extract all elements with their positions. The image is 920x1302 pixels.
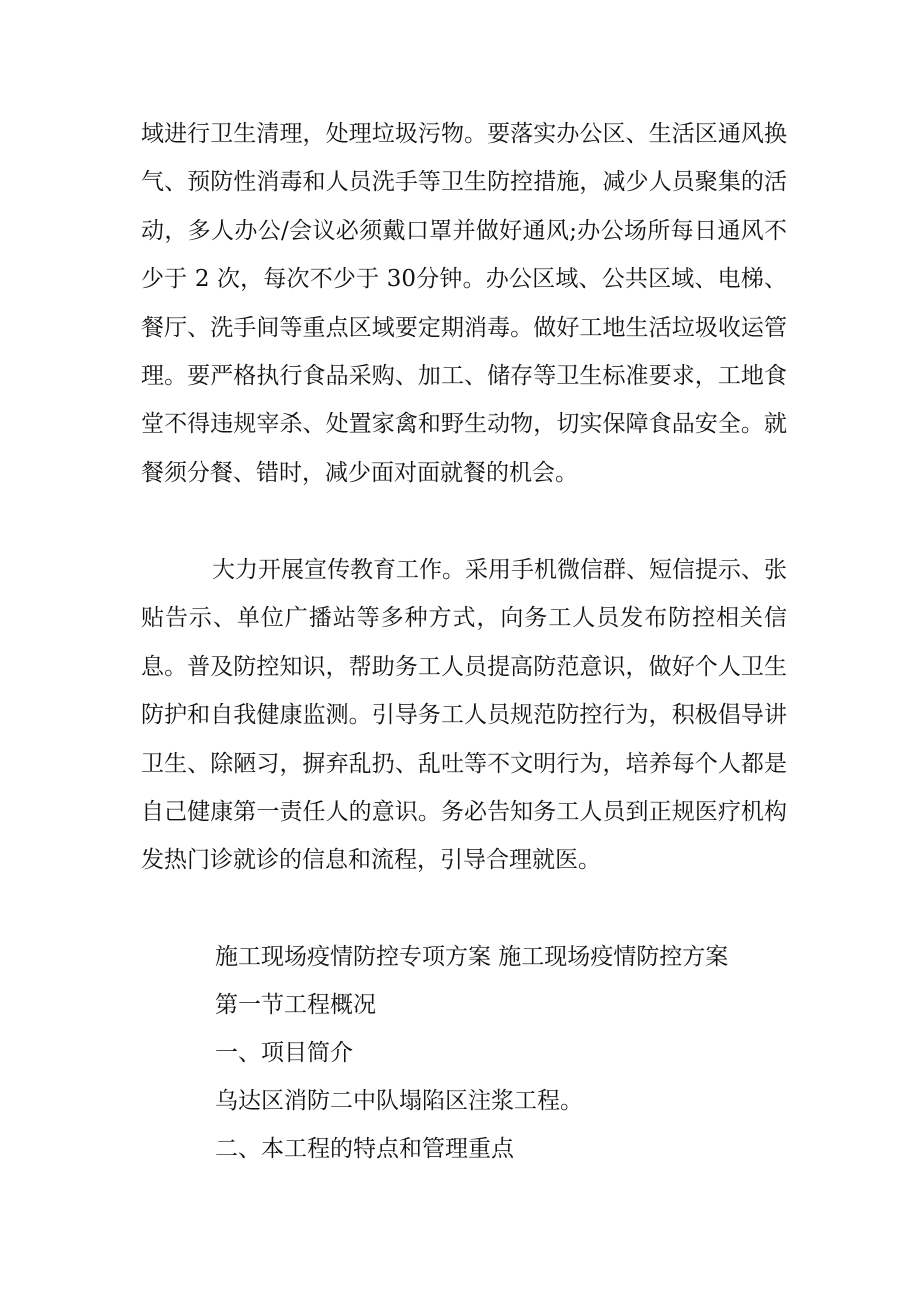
body-paragraph-hygiene: 域进行卫生清理，处理垃圾污物。要落实办公区、生活区通风换气、预防性消毒和人员洗手等卫生防控措施，减少人员聚集的活动，多人办公/会议必须戴口罩并做好通风;办公场所每日通风不少于 2 次，每次不少于 30分钟。办公区域、公共区域、电梯、餐厅、洗手间等重点区域要定期消毒。做好工地生活垃圾收运管理。要严格执行食品采购、加工、储存等卫生标准要求，工地食堂不得违规宰杀、处置家禽和野生动物，切实保障食品安全。就餐须分餐、错时，减少面对面就餐的机会。 bbox=[141, 121, 787, 486]
section-heading: 第一节工程概况 bbox=[215, 992, 376, 1018]
subsection-heading-features: 二、本工程的特点和管理重点 bbox=[215, 1136, 514, 1162]
body-paragraph-education: 大力开展宣传教育工作。采用手机微信群、短信提示、张贴告示、单位广播站等多种方式，向务工人员发布防控相关信息。普及防控知识，帮助务工人员提高防范意识，做好个人卫生防护和自我健康监测。引导务工人员规范防控行为，积极倡导讲卫生、除陋习，摒弃乱扔、乱吐等不文明行为，培养每个人都是自己健康第一责任人的意识。务必告知务工人员到正规医疗机构发热门诊就诊的信息和流程，引导合理就医。 bbox=[141, 557, 787, 874]
subsection-heading-project-intro: 一、项目简介 bbox=[215, 1040, 353, 1066]
document-title-line: 施工现场疫情防控专项方案 施工现场疫情防控方案 bbox=[215, 944, 729, 970]
project-name-line: 乌达区消防二中队塌陷区注浆工程。 bbox=[215, 1088, 583, 1114]
